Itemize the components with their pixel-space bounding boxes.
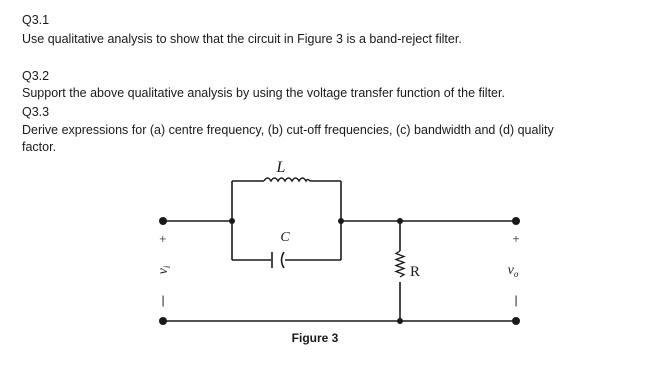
input-terminal-top [159,217,167,225]
inductor-symbol [264,178,310,181]
circuit-nodes [159,217,520,325]
output-plus-sign: + [512,231,520,246]
circuit-wires [163,181,516,321]
q3-2-text: Support the above qualitative analysis by using the voltage transfer function of the filter. [22,86,505,100]
q3-1-text: Use qualitative analysis to show that the circuit in Figure 3 is a band-reject filter. [22,32,462,46]
junction-dot [397,318,403,324]
resistor-label: R [410,264,421,280]
resistor-symbol [396,251,404,277]
capacitor-label: C [280,230,290,245]
q3-1-title: Q3.1 [22,13,50,27]
figure-caption: Figure 3 [291,331,339,345]
junction-dot [338,218,344,224]
input-voltage-label: $v_i$ [156,265,172,275]
q3-2-title: Q3.2 [22,69,50,83]
q3-3-text: Derive expressions for (a) centre frequency, (b) cut-off frequencies, (c) bandwidth and (d) quality [22,123,554,137]
capacitor-symbol [272,252,284,268]
output-voltage-label: $v_o$ [507,263,519,279]
junction-dot [229,218,235,224]
junction-dot [397,218,403,224]
output-terminal-top [512,217,520,225]
input-plus-sign: + [155,235,170,243]
inductor-label: L [276,159,286,176]
output-terminal-bottom [512,317,520,325]
input-terminal-bottom [159,317,167,325]
q3-3-text-continued: factor. [22,140,57,154]
input-minus-sign: | [161,293,165,307]
q3-3-title: Q3.3 [22,105,50,119]
output-minus-sign: | [514,293,518,307]
